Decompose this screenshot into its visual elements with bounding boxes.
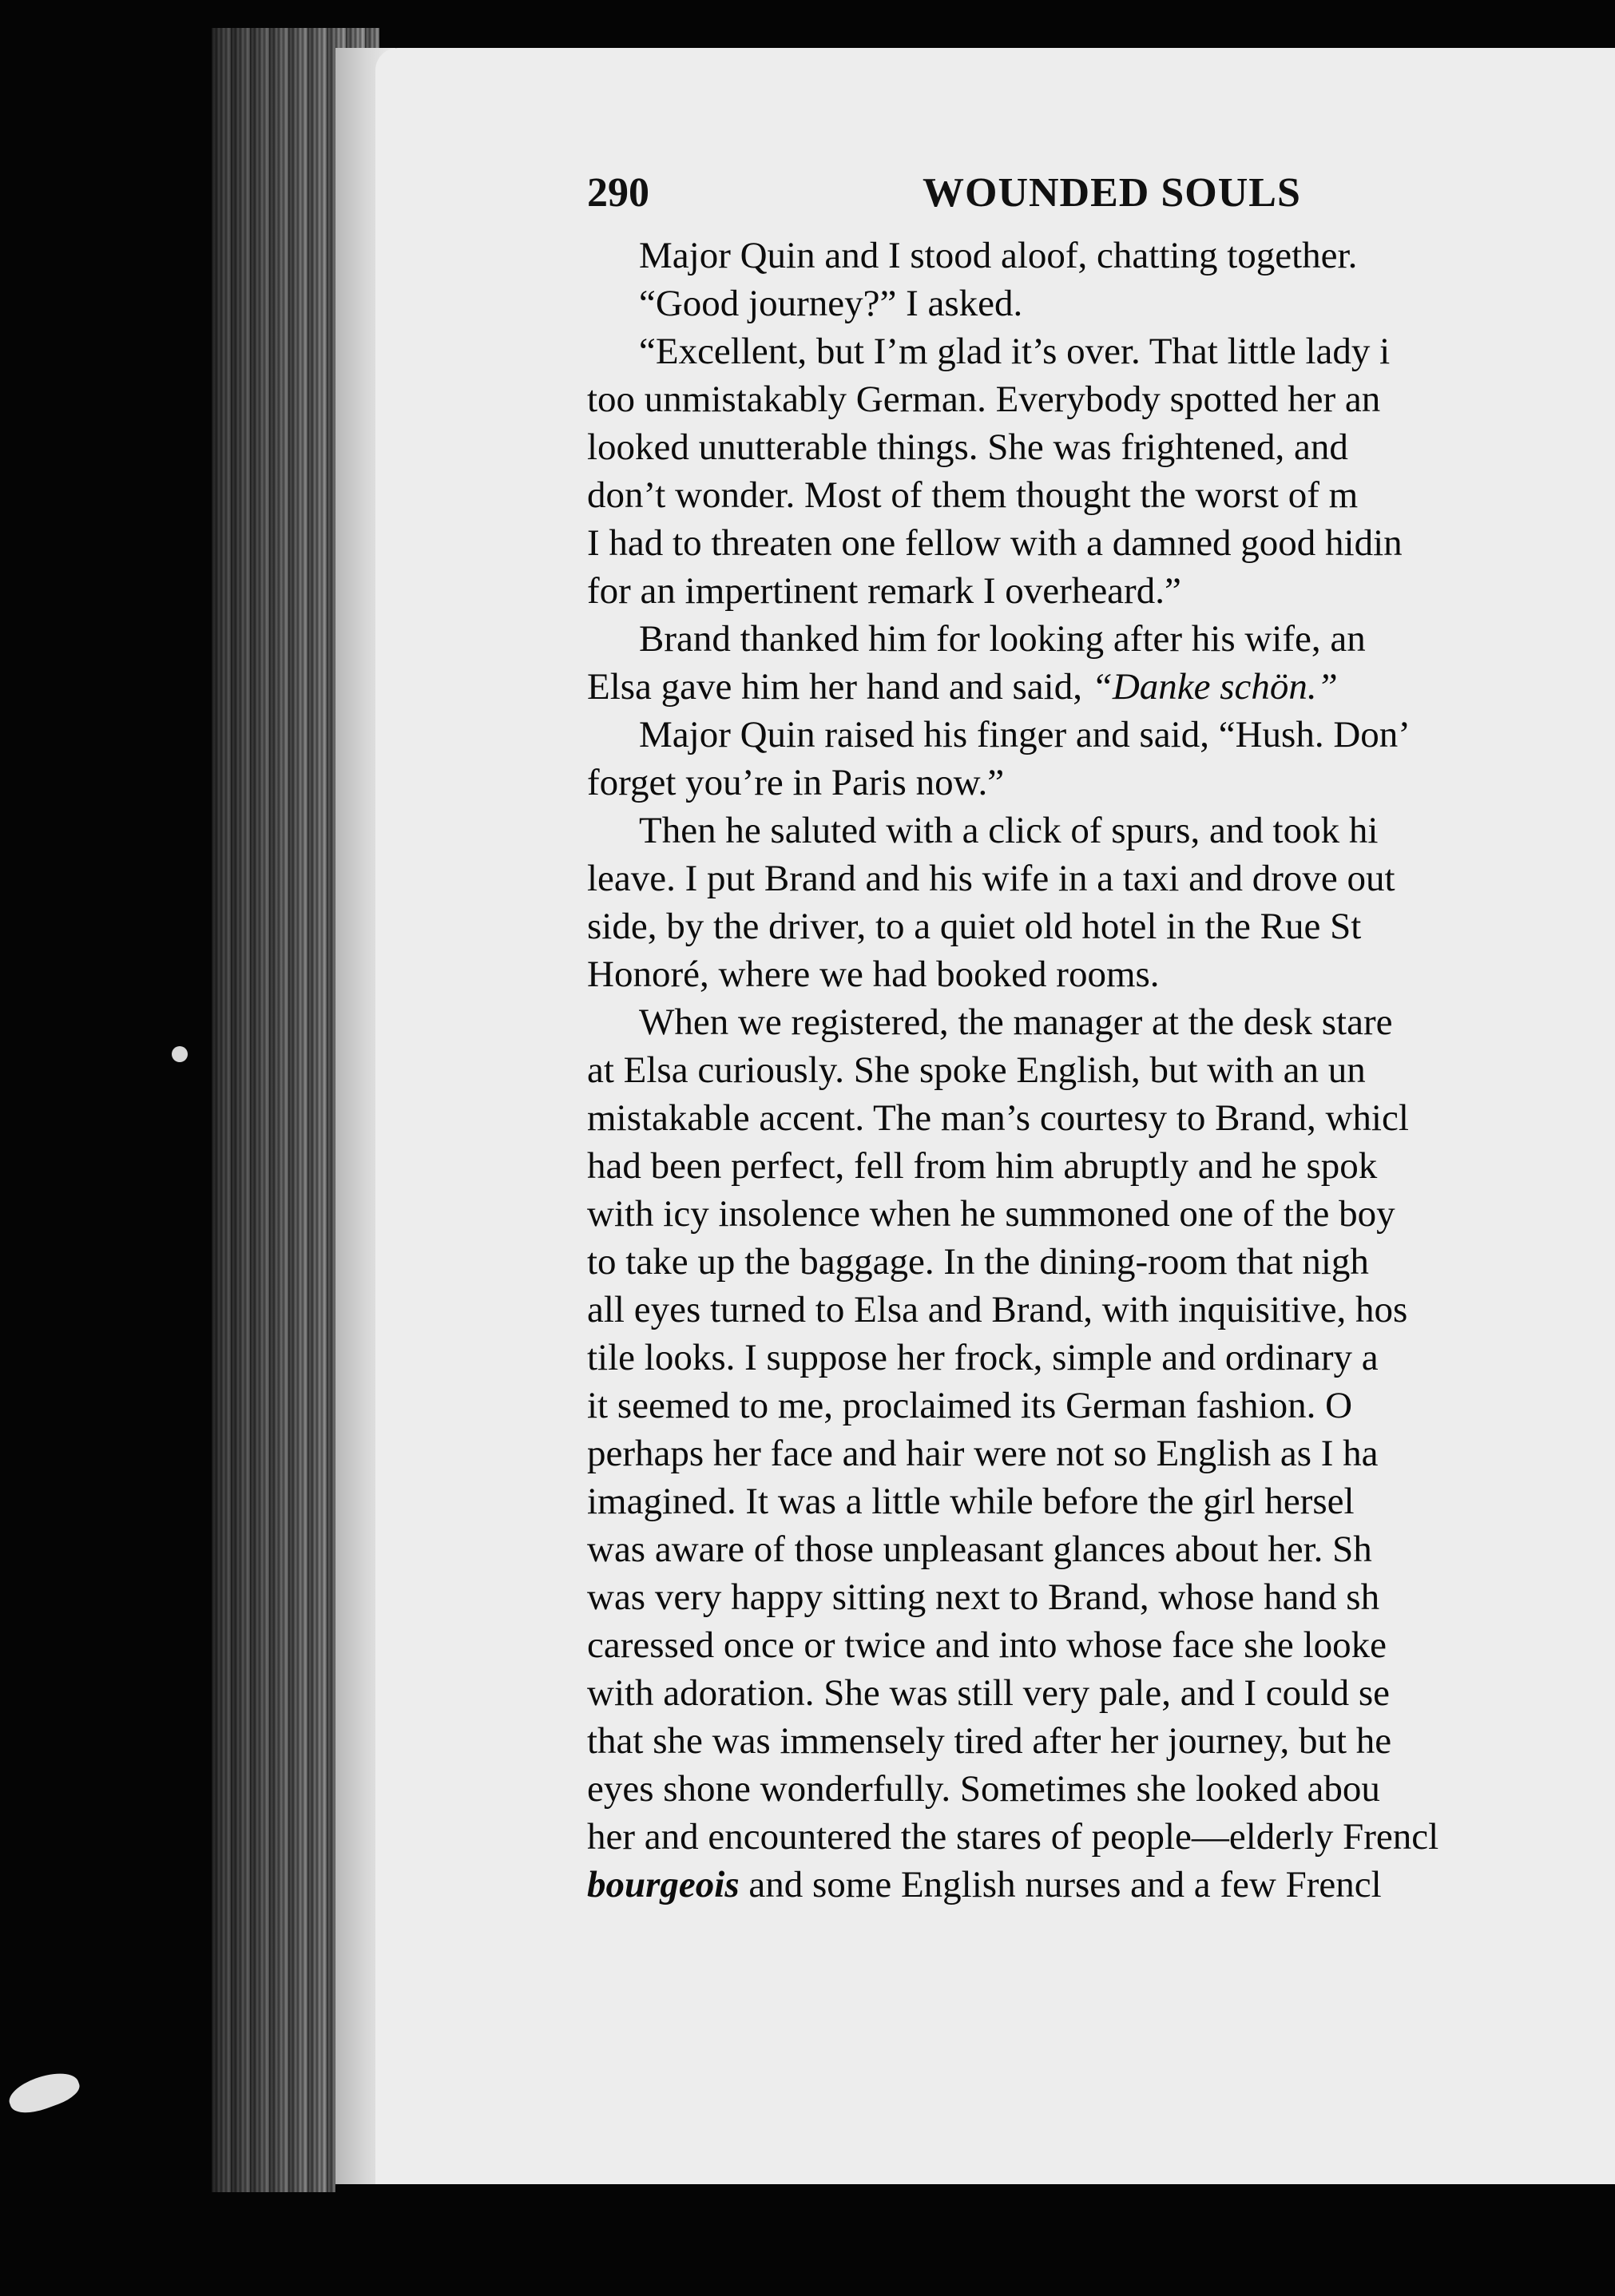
text-line: [587, 232, 1615, 280]
text-line-content: her and encountered the stares of people—elderly Frencl: [587, 1816, 1439, 1858]
text-line: [587, 1861, 1615, 1909]
text-line-content: Elsa gave him her hand and said,: [587, 666, 1092, 708]
running-title: WOUNDED SOULS: [923, 170, 1301, 216]
text-line-content: at Elsa curiously. She spoke English, but with an un: [587, 1049, 1366, 1091]
text-line: [587, 519, 1615, 567]
text-line: [587, 950, 1615, 998]
text-line: [587, 855, 1615, 902]
text-line-content: was aware of those unpleasant glances about her. Sh: [587, 1529, 1372, 1570]
text-line-content: that she was immensely tired after her journey, but he: [587, 1720, 1392, 1762]
text-line: [587, 1573, 1615, 1621]
text-line: [587, 1334, 1615, 1382]
text-line: [587, 1430, 1615, 1477]
text-line-content: with icy insolence when he summoned one of the boy: [587, 1193, 1395, 1235]
text-line: [587, 998, 1615, 1046]
text-line-content: mistakable accent. The man’s courtesy to Brand, whicl: [587, 1097, 1409, 1139]
text-line-content: too unmistakably German. Everybody spotted her an: [587, 379, 1381, 420]
text-line: [587, 280, 1615, 327]
text-line: [587, 1238, 1615, 1286]
italic-phrase: “Danke schön.”: [1091, 666, 1338, 708]
text-line-content: eyes shone wonderfully. Sometimes she looked abou: [587, 1768, 1380, 1810]
text-line: [587, 1190, 1615, 1238]
text-line-content: to take up the baggage. In the dining-room that nigh: [587, 1241, 1369, 1283]
text-line: [587, 1717, 1615, 1765]
text-line-content: Honoré, where we had booked rooms.: [587, 954, 1160, 995]
text-line: [587, 327, 1615, 375]
text-line-content: tile looks. I suppose her frock, simple and ordinary a: [587, 1337, 1379, 1378]
text-line: [587, 1046, 1615, 1094]
text-line-content: and some English nurses and a few Frencl: [739, 1864, 1382, 1905]
text-line-content: side, by the driver, to a quiet old hotel in the Rue St: [587, 906, 1362, 947]
text-line-content: Brand thanked him for looking after his wife, an: [639, 618, 1366, 660]
text-line-content: Then he saluted with a click of spurs, and took hi: [639, 810, 1379, 851]
text-line: [587, 615, 1615, 663]
scan-speck: [172, 1046, 188, 1062]
page-number: 290: [587, 170, 649, 216]
text-line: [587, 1382, 1615, 1430]
text-line: [587, 375, 1615, 423]
text-line-content: it seemed to me, proclaimed its German fashion. O: [587, 1385, 1353, 1426]
text-line-content: forget you’re in Paris now.”: [587, 762, 1005, 803]
text-line-content: with adoration. She was still very pale, and I could se: [587, 1672, 1391, 1714]
text-line: [587, 1094, 1615, 1142]
text-line: [587, 1142, 1615, 1190]
text-line: [587, 1621, 1615, 1669]
text-line-content: looked unutterable things. She was frightened, and: [587, 426, 1348, 468]
body-text: [587, 232, 1615, 1909]
text-line: [587, 807, 1615, 855]
text-line-content: all eyes turned to Elsa and Brand, with inquisitive, hos: [587, 1289, 1408, 1330]
text-line: [587, 423, 1615, 471]
text-line: [587, 1286, 1615, 1334]
text-line-content: Major Quin raised his finger and said, “Hush. Don’: [639, 714, 1411, 755]
text-line-content: leave. I put Brand and his wife in a taxi and drove out: [587, 858, 1395, 899]
text-line-content: imagined. It was a little while before the girl hersel: [587, 1481, 1355, 1522]
text-line: [587, 1765, 1615, 1813]
text-line: [587, 567, 1615, 615]
text-line: [587, 1669, 1615, 1717]
text-line: [587, 711, 1615, 759]
text-line: [587, 902, 1615, 950]
text-line-content: perhaps her face and hair were not so English as I ha: [587, 1433, 1379, 1474]
text-line-content: Major Quin and I stood aloof, chatting together.: [639, 235, 1358, 276]
text-line: [587, 1813, 1615, 1861]
italic-word: bourgeois: [587, 1864, 740, 1905]
text-line-content: I had to threaten one fellow with a damned good hidin: [587, 522, 1403, 564]
text-line-content: don’t wonder. Most of them thought the worst of m: [587, 474, 1359, 516]
text-line-content: for an impertinent remark I overheard.”: [587, 570, 1181, 612]
scan-bottom-border: [335, 2184, 1615, 2296]
text-line: [587, 471, 1615, 519]
text-line: [587, 1477, 1615, 1525]
text-line-content: had been perfect, fell from him abruptly and he spok: [587, 1145, 1378, 1187]
text-line-content: was very happy sitting next to Brand, whose hand sh: [587, 1576, 1380, 1618]
text-line: [587, 1525, 1615, 1573]
text-line: [587, 663, 1615, 711]
scan-smudge: [5, 2065, 83, 2120]
text-line-content: “Good journey?” I asked.: [639, 283, 1023, 324]
running-head: [587, 169, 1615, 225]
text-line: [587, 759, 1615, 807]
text-line-content: When we registered, the manager at the desk stare: [639, 1001, 1393, 1043]
text-line-content: “Excellent, but I’m glad it’s over. That little lady i: [639, 331, 1391, 372]
text-line-content: caressed once or twice and into whose face she looke: [587, 1624, 1387, 1666]
